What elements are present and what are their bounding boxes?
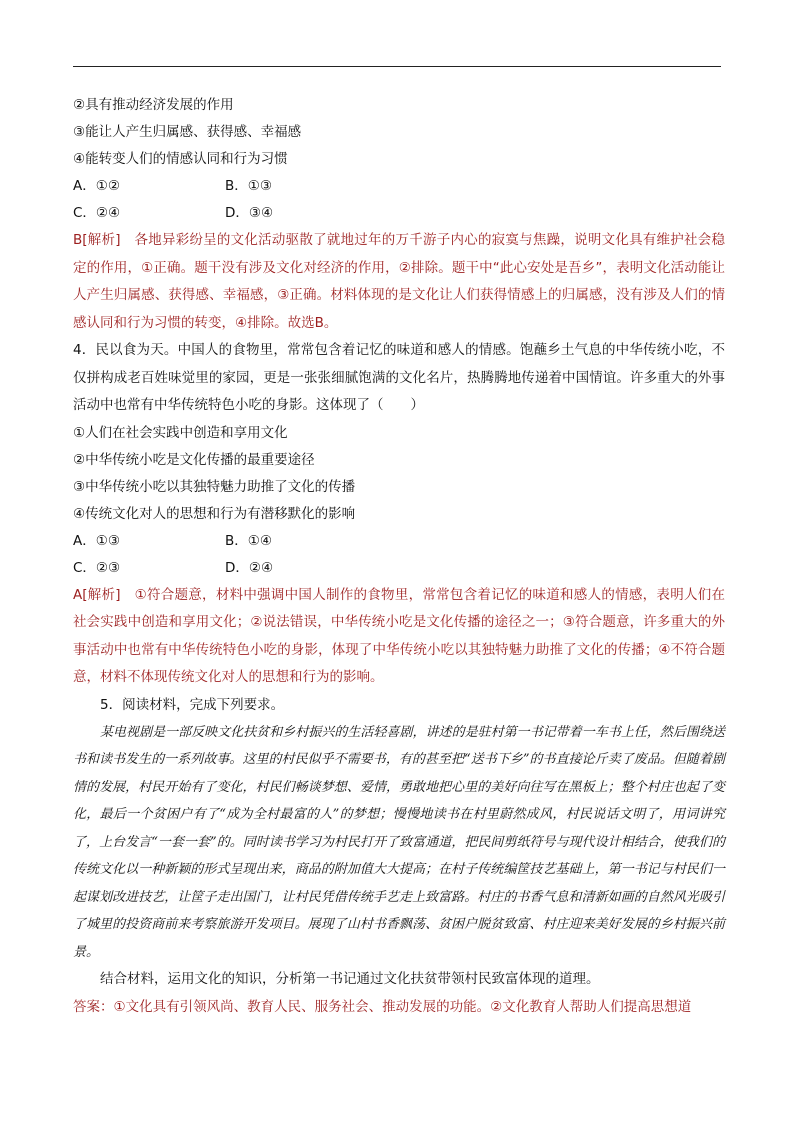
document-body [73,92,725,1021]
question-4 [73,337,725,692]
q3-options-row-2 [73,200,725,227]
q4-item-3: ③中华传统小吃以其独特魅力助推了文化的传播 [73,478,356,495]
q3-option-b: B．①③ [225,178,272,194]
q4-item-2: ②中华传统小吃是文化传播的最重要途径 [73,451,315,468]
q3-option-d: D．③④ [225,205,274,221]
question-5 [73,692,725,1021]
q3-option-a: A．①② [73,178,120,194]
q3-options-row-1 [73,173,725,200]
q4-option-c: C．②③ [73,559,121,576]
q3-item-3: ③能让人产生归属感、获得感、幸福感 [73,124,302,140]
q3-option-c: C．②④ [73,205,121,221]
q4-item-4: ④传统文化对人的思想和行为有潜移默化的影响 [73,505,356,522]
q5-question: 结合材料，运用文化的知识，分析第一书记通过文化扶贫带领村民致富体现的道理。 [100,971,600,987]
q4-option-b: B．①④ [225,532,272,549]
page-header-rule [73,66,721,67]
q4-item-1: ①人们在社会实践中创造和享用文化 [73,424,288,441]
q3-item-2: ②具有推动经济发展的作用 [73,97,234,113]
q5-material: 某电视剧是一部反映文化扶贫和乡村振兴的生活轻喜剧，讲述的是驻村第一书记带着一车书上任，然后围绕送书和读书发生的一系列故事。这里的村民似乎不需要书，有的甚至把“送书下乡”的书直接论斤卖了废品。但随着剧情的发展，村民开始有了变化，村民们畅谈梦想、爱情，勇敢地把心里的美好向往写在黑板上；整个村庄也起了变化，最后一个贫困户有了“成为全村最富的人”的梦想；慢慢地读书在村里蔚然成风，村民说话文明了，用词讲究了，上台发言“一套一套”的。同时读书学习为村民打开了致富通道，把民间剪纸符号与现代设计相结合，使我们的传统文化以一种新颖的形式呈现出来，商品的附加值大大提高；在村子传统编筐技艺基础上，第一书记与村民们一起谋划改进技艺，让筐子走出国门，让村民凭借传统手艺走上致富路。村庄的书香气息和清新如画的自然风光吸引了城里的投资商前来考察旅游开发项目。展现了山村书香飘荡、贫困户脱贫致富、村庄迎来美好发展的乡村振兴前景。 [73,724,725,960]
q4-option-d: D．②④ [225,559,274,576]
q4-options-row-1 [73,528,725,555]
q4-stem: 4．民以食为天。中国人的食物里，常常包含着记忆的味道和感人的情感。饱蘸乡土气息的中华传统小吃，不仅拼构成老百姓味觉里的家园，更是一张张细腻饱满的文化名片，热腾腾地传递着中国情谊。许多重大的外事活动中也常有中华传统特色小吃的身影。这体现了（ ） [73,342,725,413]
q4-option-a: A．①③ [73,532,120,549]
q4-analysis: A[解析] ①符合题意，材料中强调中国人制作的食物里，常常包含着记忆的味道和感人的情感，表明人们在社会实践中创造和享用文化；②说法错误，中华传统小吃是文化传播的途径之一；③符合题意，许多重大的外事活动中也常有中华传统特色小吃的身影，体现了中华传统小吃以其独特魅力助推了文化的传播；④不符合题意，材料不体现传统文化对人的思想和行为的影响。 [73,586,725,685]
question-3 [73,92,725,337]
q5-stem: 5．阅读材料，完成下列要求。 [100,696,285,713]
q3-item-4: ④能转变人们的情感认同和行为习惯 [73,151,288,167]
q4-options-row-2 [73,555,725,582]
q5-answer: 答案：①文化具有引领风尚、教育人民、服务社会、推动发展的功能。②文化教育人帮助人们提高思想道 [73,998,692,1015]
q3-analysis: B[解析] 各地异彩纷呈的文化活动驱散了就地过年的万千游子内心的寂寞与焦躁，说明文化具有维护社会稳定的作用，①正确。题干没有涉及文化对经济的作用，②排除。题干中“此心安处是吾乡”，表明文化活动能让人产生归属感、获得感、幸福感，③正确。材料体现的是文化让人们获得情感上的归属感，没有涉及人们的情感认同和行为习惯的转变，④排除。故选B。 [73,232,725,331]
